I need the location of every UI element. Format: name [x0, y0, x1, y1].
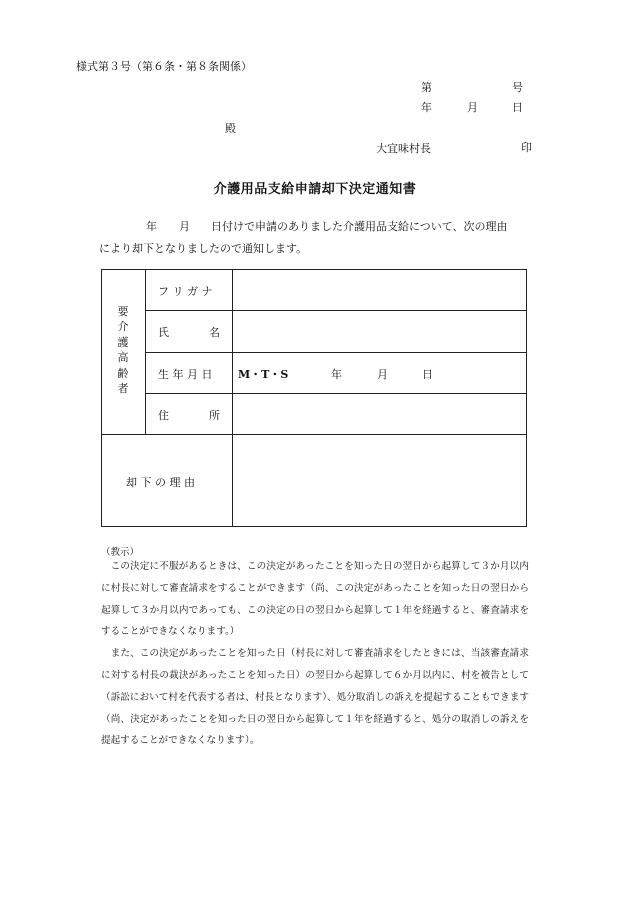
issue-date-month: 月: [467, 101, 478, 114]
body-date-month: 月: [179, 220, 190, 233]
table-row-line-3: [145, 393, 527, 394]
document-number-suffix: 号: [512, 81, 523, 94]
table-divider-label: [232, 270, 233, 527]
notes-heading: （教示）: [101, 547, 140, 558]
birth-year-label: 年: [331, 368, 342, 381]
address-label-last: 所: [209, 409, 220, 422]
rejection-reason-label: 却 下 の 理 由: [126, 476, 195, 489]
table-row-line-4: [102, 434, 527, 435]
document-title: 介護用品支給申請却下決定通知書: [213, 182, 417, 197]
birth-day-label: 日: [422, 368, 433, 381]
body-date-year: 年: [146, 220, 157, 233]
birth-era-options: M・T・S: [238, 368, 289, 381]
seal-mark: 印: [521, 141, 532, 154]
form-table: [101, 269, 527, 527]
form-number-label: 様式第３号（第６条・第８条関係）: [76, 60, 252, 73]
body-line-2: により却下となりましたので通知します。: [99, 242, 308, 255]
body-line-1: 日付けで申請のありました介護用品支給について、次の理由: [211, 220, 508, 233]
elderly-group-label: 要介護高齢者: [117, 305, 129, 396]
appeal-note-paragraph: また、この決定があったことを知った日（村長に対して審査請求をしたときには、当該審査請求に対する村長の裁決があったことを知った日）の翌日から起算して６か月以内に、村を被告として（訴訟において村を代表する者は、村長となります）、処分取消しの訴えを提起することもできます（尚、決定があったことを知った日の翌日から起算して１年を経過すると、処分の取消しの訴えを提起することができなくなります）。: [101, 648, 529, 747]
addressee-honorific: 殿: [225, 122, 236, 135]
name-label-first: 氏: [158, 326, 169, 339]
table-row-line-2: [145, 352, 527, 353]
appeal-note-paragraph: この決定に不服があるときは、この決定があったことを知った日の翌日から起算して３か月以内に村長に対して審査請求をすることができます（尚、この決定があったことを知った日の翌日から起算して３か月以内であっても、この決定の日の翌日から起算して１年を経過すると、審査請求をすることができなくなります。）: [101, 561, 529, 638]
birth-month-label: 月: [377, 368, 388, 381]
table-row-line-1: [145, 310, 527, 311]
birth-date-label: 生 年 月 日: [158, 368, 213, 381]
furigana-label: フ リ ガ ナ: [158, 285, 213, 298]
name-label-last: 名: [209, 326, 220, 339]
document-number-prefix: 第: [421, 81, 432, 94]
issue-date-day: 日: [512, 101, 523, 114]
issuer-name: 大宜味村長: [376, 142, 431, 155]
issue-date-year: 年: [421, 101, 432, 114]
address-label-first: 住: [158, 409, 169, 422]
appeal-notes: [101, 556, 529, 752]
